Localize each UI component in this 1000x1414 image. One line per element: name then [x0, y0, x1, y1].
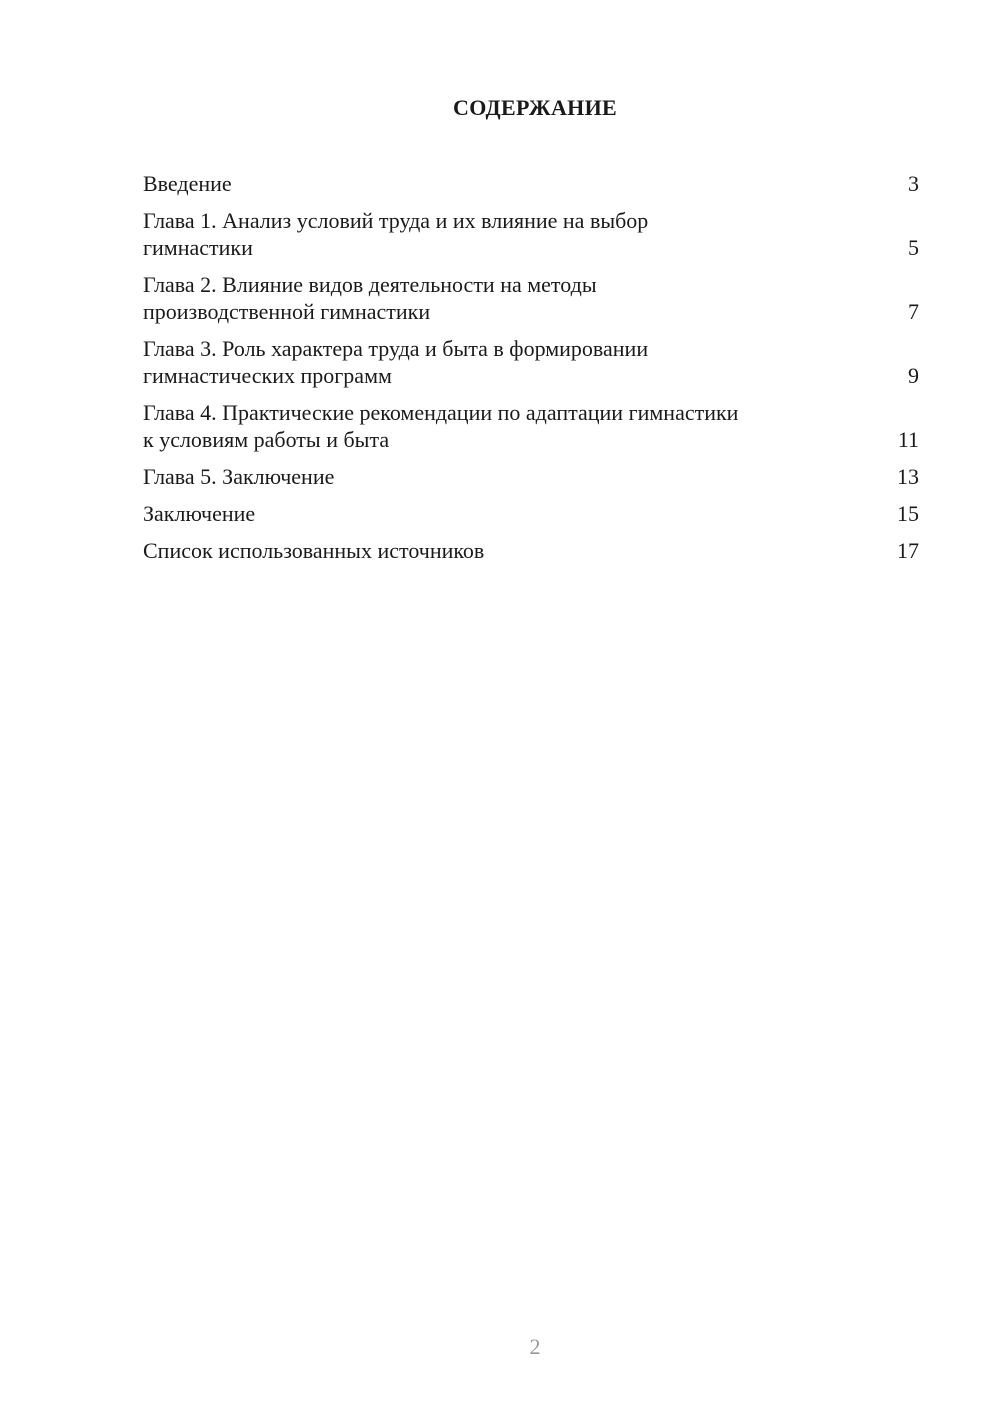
toc-entry-title [143, 537, 484, 564]
toc-entry-title [143, 500, 255, 527]
toc-entry-title [143, 399, 738, 453]
toc-entry-title-line: Глава 5. Заключение [143, 464, 335, 489]
page-title: СОДЕРЖАНИЕ [453, 95, 617, 120]
toc-entry-chapter-5[interactable] [143, 463, 919, 490]
table-of-contents [143, 170, 919, 574]
toc-entry-title [143, 335, 648, 389]
toc-entry-introduction[interactable] [143, 170, 919, 197]
toc-entry-chapter-3[interactable] [143, 335, 919, 389]
toc-entry-title [143, 463, 334, 490]
toc-entry-title-line: Список использованных источников [143, 538, 485, 563]
toc-entry-references[interactable] [143, 537, 919, 564]
toc-entry-title-line: Введение [143, 171, 232, 196]
toc-entry-title-line: Глава 1. Анализ условий труда и их влияние на выбор [143, 208, 649, 233]
toc-entry-page: 11 [897, 427, 919, 452]
toc-entry-page: 5 [908, 235, 919, 260]
toc-entry-page: 3 [908, 171, 919, 196]
toc-entry-title-line: Глава 4. Практические рекомендации по адаптации гимнастики [143, 400, 739, 425]
toc-entry-page: 13 [897, 464, 919, 489]
toc-entry-page: 17 [897, 538, 919, 563]
toc-entry-page: 9 [908, 363, 919, 388]
toc-entry-title-line: гимнастики [143, 235, 253, 260]
toc-entry-title-line: Глава 2. Влияние видов деятельности на методы [143, 272, 597, 297]
page-number: 2 [529, 1334, 541, 1359]
toc-entry-title-line: к условиям работы и быта [143, 427, 390, 452]
toc-entry-title [143, 271, 597, 325]
toc-entry-chapter-2[interactable] [143, 271, 919, 325]
toc-entry-page: 7 [908, 299, 919, 324]
toc-entry-page: 15 [897, 501, 919, 526]
toc-entry-title-line: гимнастических программ [143, 363, 392, 388]
toc-entry-chapter-4[interactable] [143, 399, 919, 453]
toc-entry-title [143, 170, 232, 197]
toc-entry-title-line: Заключение [143, 501, 256, 526]
toc-entry-title-line: Глава 3. Роль характера труда и быта в формировании [143, 336, 649, 361]
toc-entry-title-line: производственной гимнастики [143, 299, 431, 324]
toc-entry-conclusion[interactable] [143, 500, 919, 527]
toc-entry-chapter-1[interactable] [143, 207, 919, 261]
toc-entry-title [143, 207, 648, 261]
